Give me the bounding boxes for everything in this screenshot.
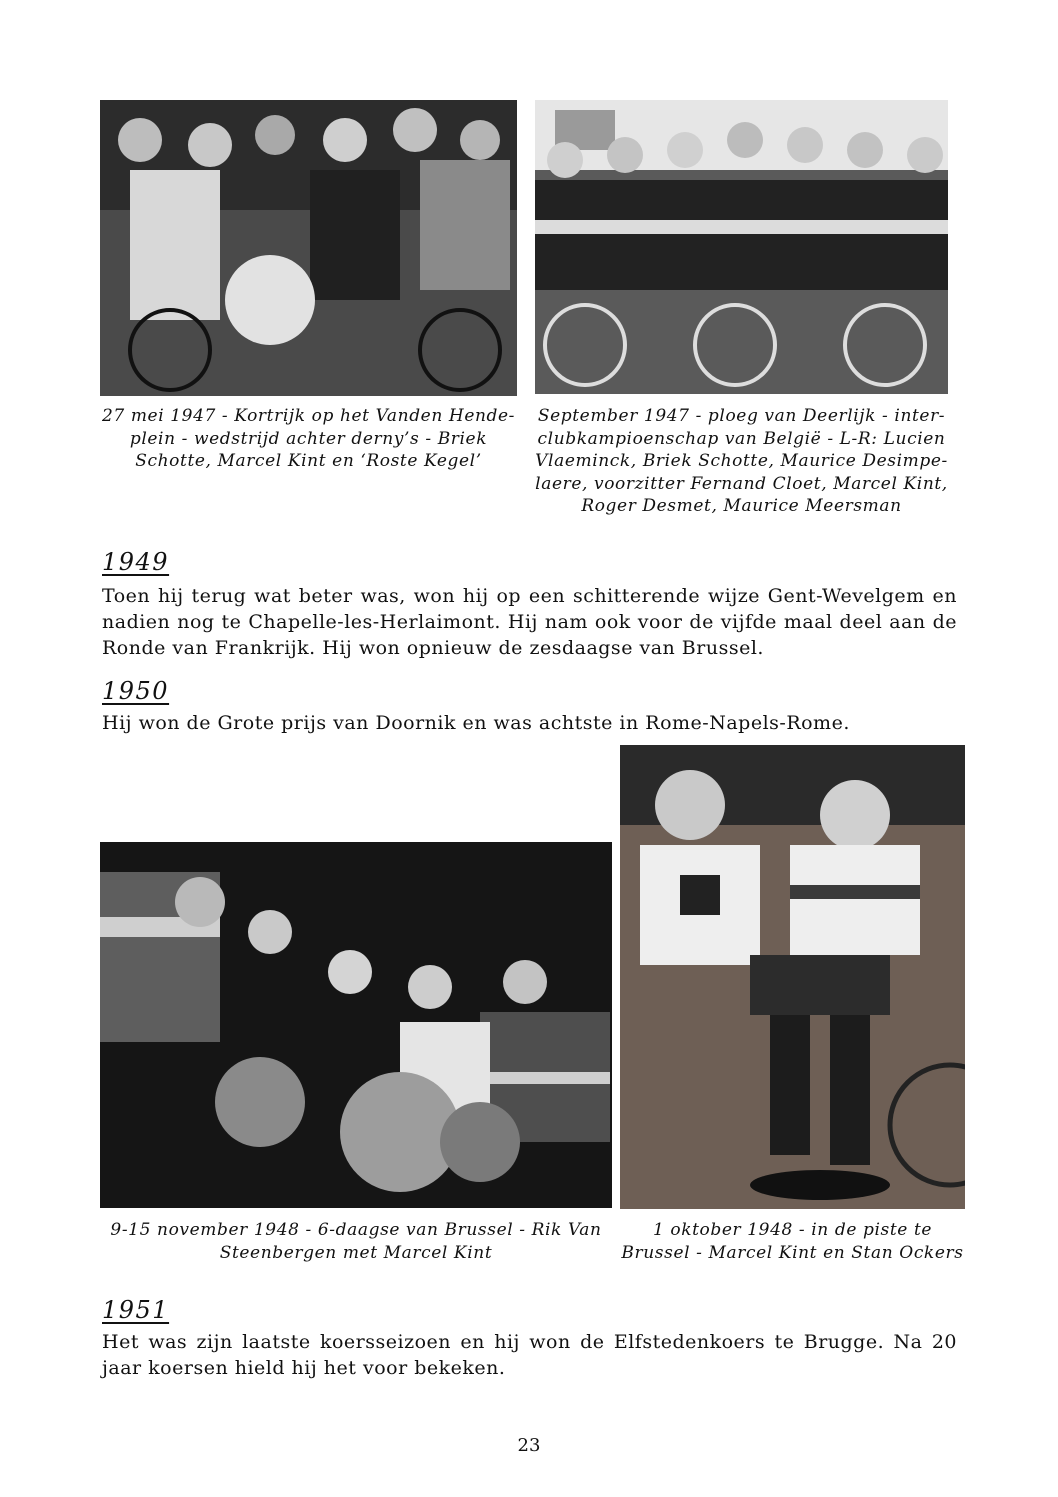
section-paragraph: Het was zijn laatste koersseizoen en hij won de Elfstedenkoers te Brugge. Na 20 jaar koersen hield hij het voor bekeken. [102,1331,957,1379]
photo-caption: 1 oktober 1948 - in de piste te Brussel - Marcel Kint en Stan Ockers [621,1220,964,1263]
section-year-heading: 1951 [102,1296,170,1324]
photo-kortrijk-1947 [100,100,517,396]
photo-caption: September 1947 - ploeg van Deerlijk - inter-clubkampioenschap van België - L-R: Lucien Vlaeminck, Briek Schotte, Maurice Desimpe-laere, voorzitter Fernand Cloet, Marcel Kint, Roger Desmet, Maurice Meersman [535,406,948,516]
section-paragraph: Toen hij terug wat beter was, won hij op een schitterende wijze Gent-Wevelgem en nadien nog te Chapelle-les-Herlaimont. Hij nam ook voor de vijfde maal deel aan de Ronde van Frankrijk. Hij won opnieuw de zesdaagse van Brussel. [102,585,957,659]
section-paragraph: Hij won de Grote prijs van Doornik en was achtste in Rome-Napels-Rome. [102,712,850,734]
section-year-heading: 1950 [102,677,170,705]
photo-caption: 27 mei 1947 - Kortrijk op het Vanden Hende-plein - wedstrijd achter derny’s - Briek Schotte, Marcel Kint en ‘Roste Kegel’ [101,406,516,471]
photo-piste-brussel-1948 [620,745,965,1209]
photo-zesdaagse-brussel-1948 [100,842,612,1208]
photo-caption: 9-15 november 1948 - 6-daagse van Brussel - Rik Van Steenbergen met Marcel Kint [110,1220,602,1263]
section-year-heading: 1949 [102,548,170,576]
page-number: 23 [517,1435,541,1456]
photo-deerlijk-team-1947 [535,100,948,394]
